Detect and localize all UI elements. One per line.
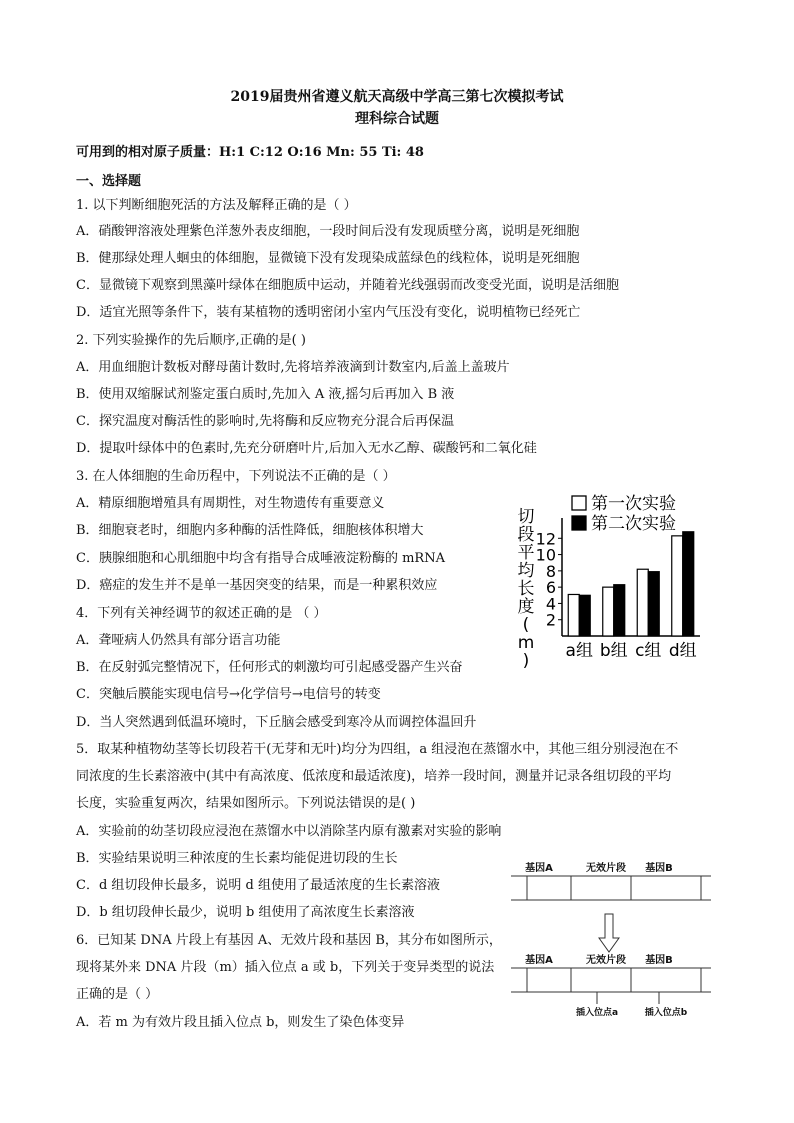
section-heading: 一、选择题: [76, 174, 142, 189]
exam-title: 2019届贵州省遵义航天高级中学高三第七次模拟考试: [230, 89, 564, 105]
site-a-label: 插入位点a: [575, 1008, 619, 1018]
question-line-25: C．d 组切段伸长最多，说明 d 组使用了最适浓度的生长素溶液: [76, 878, 440, 893]
question-line-29: 正确的是（ ）: [76, 987, 159, 1002]
question-line-4: D．适宜光照等条件下，装有某植物的透明密闭小室内气压没有变化，说明植物已经死亡: [76, 305, 581, 320]
x-tick-label: b组: [599, 641, 628, 661]
y-tick-label: 12: [535, 529, 556, 549]
y-axis-label-char: 均: [517, 561, 535, 581]
legend-swatch-1: [572, 516, 586, 530]
legend-label-1: 第二次实验: [591, 514, 676, 534]
y-tick-label: 10: [535, 545, 556, 565]
question-line-16: A．聋哑病人仍然具有部分语言功能: [76, 633, 281, 648]
question-line-3: C．显微镜下观察到黑藻叶绿体在细胞质中运动，并随着光线强弱而改变受光面，说明是活细胞: [76, 278, 619, 293]
y-tick-label: 2: [545, 610, 556, 630]
question-line-14: D．癌症的发生并不是单一基因突变的结果，而是一种累积效应: [76, 578, 438, 593]
y-axis-label-char: 切: [517, 507, 535, 527]
bar-c组-1: [648, 572, 659, 636]
question-line-11: A．精原细胞增殖具有周期性，对生物遗传有重要意义: [76, 496, 385, 511]
dna-bottom-label-1: 无效片段: [586, 955, 626, 966]
bar-d组-0: [672, 536, 683, 636]
y-axis-label-char: 平: [517, 543, 535, 563]
question-line-13: C．胰腺细胞和心肌细胞中均含有指导合成唾液淀粉酶的 mRNA: [76, 551, 445, 566]
x-tick-label: a组: [565, 641, 593, 661]
y-axis-label-char: 度: [517, 597, 535, 617]
bar-c组-0: [637, 569, 648, 636]
dna-top-label-1: 无效片段: [586, 863, 626, 874]
y-axis-label-char: (: [522, 615, 530, 635]
y-tick-label: 8: [545, 561, 556, 581]
down-arrow-icon: [599, 914, 619, 952]
bar-b组-1: [614, 585, 625, 636]
dna-top-label-2: 基因B: [645, 863, 673, 874]
question-line-28: 现将某外来 DNA 片段（m）插入位点 a 或 b，下列关于变异类型的说法: [76, 960, 495, 975]
y-tick-label: 6: [545, 578, 556, 598]
y-axis-label-char: ): [522, 651, 530, 671]
bar-a组-1: [579, 595, 590, 636]
y-axis-label-char: m: [517, 633, 535, 653]
question-line-7: B．使用双缩脲试剂鉴定蛋白质时,先加入 A 液,摇匀后再加入 B 液: [76, 387, 455, 402]
question-line-20: 5．取某种植物幼茎等长切段若干(无芽和无叶)均分为四组，a 组浸泡在蒸馏水中，其他三组分别浸泡在不: [76, 742, 679, 757]
y-axis-label-char: 长: [517, 579, 535, 599]
question-line-30: A．若 m 为有效片段且插入位点 b，则发生了染色体变异: [76, 1015, 405, 1030]
question-line-24: B．实验结果说明三种浓度的生长素均能促进切段的生长: [76, 851, 398, 866]
question-line-5: 2. 下列实验操作的先后顺序,正确的是( ): [76, 333, 306, 348]
question-line-27: 6．已知某 DNA 片段上有基因 A、无效片段和基因 B，其分布如图所示，: [76, 933, 502, 948]
legend-swatch-0: [572, 496, 586, 510]
question-line-1: A．硝酸钾溶液处理紫色洋葱外表皮细胞，一段时间后没有发现质壁分离，说明是死细胞: [76, 224, 580, 239]
question-line-19: D．当人突然遇到低温环境时，下丘脑会感受到寒冷从而调控体温回升: [76, 715, 477, 730]
question-line-18: C．突触后膜能实现电信号→化学信号→电信号的转变: [76, 687, 381, 702]
exam-subtitle: 理科综合试题: [355, 111, 439, 127]
question-line-0: 1. 以下判断细胞死活的方法及解释正确的是（ ）: [76, 198, 357, 213]
legend-label-0: 第一次实验: [591, 494, 676, 514]
bar-d组-1: [683, 532, 694, 636]
question-line-9: D．提取叶绿体中的色素时,先充分研磨叶片,后加入无水乙醇、碳酸钙和二氧化硅: [76, 441, 537, 456]
dna-diagram: [511, 860, 711, 1020]
dna-bottom-label-0: 基因A: [525, 955, 553, 966]
dna-top-label-0: 基因A: [525, 863, 553, 874]
question-line-22: 长度，实验重复两次，结果如图所示。下列说法错误的是( ): [76, 796, 416, 811]
y-axis-label-char: 段: [517, 525, 535, 545]
dna-bottom-label-2: 基因B: [645, 955, 673, 966]
bar-b组-0: [603, 587, 614, 636]
y-tick-label: 4: [545, 594, 556, 614]
question-line-10: 3. 在人体细胞的生命历程中，下列说法不正确的是（ ）: [76, 469, 396, 484]
question-line-6: A．用血细胞计数板对酵母菌计数时,先将培养液滴到计数室内,后盖上盖玻片: [76, 360, 510, 375]
x-tick-label: c组: [635, 641, 662, 661]
x-tick-label: d组: [668, 641, 697, 661]
question-line-26: D．b 组切段伸长最少，说明 b 组使用了高浓度生长素溶液: [76, 905, 415, 920]
site-b-label: 插入位点b: [644, 1008, 688, 1018]
question-line-2: B．健那绿处理人蛔虫的体细胞，显微镜下没有发现染成蓝绿色的线粒体，说明是死细胞: [76, 251, 580, 266]
question-line-15: 4．下列有关神经调节的叙述正确的是 （ ）: [76, 606, 327, 621]
question-line-23: A．实验前的幼茎切段应浸泡在蒸馏水中以消除茎内原有激素对实验的影响: [76, 824, 502, 839]
bar-chart: [510, 488, 710, 678]
question-line-8: C．探究温度对酶活性的影响时,先将酶和反应物充分混合后再保温: [76, 414, 455, 429]
bar-a组-0: [568, 594, 579, 636]
question-line-21: 同浓度的生长素溶液中(其中有高浓度、低浓度和最适浓度)，培养一段时间，测量并记录各组切段的平均: [76, 769, 672, 784]
atomic-masses: 可用到的相对原子质量：H:1 C:12 O:16 Mn: 55 Ti: 48: [76, 145, 424, 160]
question-line-12: B．细胞衰老时，细胞内多种酶的活性降低，细胞核体积增大: [76, 523, 424, 538]
question-line-17: B．在反射弧完整情况下，任何形式的刺激均可引起感受器产生兴奋: [76, 660, 463, 675]
